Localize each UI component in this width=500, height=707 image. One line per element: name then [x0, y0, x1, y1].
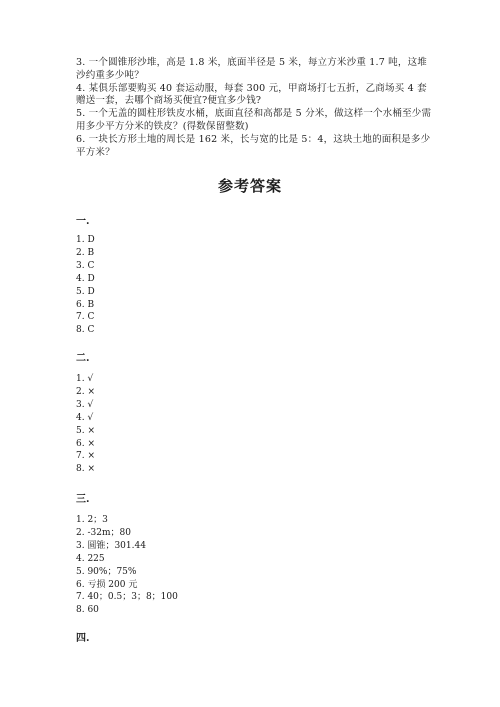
answer-item: 7. ×: [76, 451, 95, 462]
answer-item: 4. D: [76, 273, 95, 284]
problem-3: 3. 一个圆锥形沙堆，高是 1.8 米，底面半径是 5 米，每立方米沙重 1.7 吨，这堆沙约重多少吨？: [76, 57, 427, 81]
answer-item: 6. B: [76, 299, 95, 310]
problem-5: 5. 一个无盖的圆柱形铁皮水桶，底面直径和高都是 5 分米，做这样一个水桶至少需用多少平方分米的铁皮？(得数保留整数): [76, 108, 432, 132]
answer-item: 5. 90%；75%: [76, 566, 137, 577]
answer-key-title: 参考答案: [217, 177, 282, 195]
answer-item: 2. ×: [76, 386, 95, 397]
answer-item: 8. ×: [76, 464, 95, 475]
answer-item: 4. 225: [76, 553, 105, 564]
problem-6: 6. 一块长方形土地的周长是 162 米，长与宽的比是 5：4，这块土地的面积是多少平方米？: [76, 133, 431, 158]
answer-item: 7. 40；0.5；3；8；100: [76, 592, 178, 603]
section-heading-4: 四.: [76, 633, 90, 644]
answer-item: 8. 60: [76, 605, 99, 616]
answer-list-1: [76, 234, 95, 337]
answer-list-2: [76, 373, 95, 476]
answer-item: 1. D: [76, 235, 95, 245]
answer-item: 3. C: [76, 260, 95, 271]
answer-item: 5. ×: [76, 425, 95, 436]
answer-item: 6. ×: [76, 438, 95, 449]
section-heading-3: 三.: [76, 494, 90, 505]
answer-item: 7. C: [76, 312, 95, 323]
answer-item: 6. 亏损 200 元: [76, 579, 138, 590]
answer-item: 3. 圆锥；301.44: [76, 540, 146, 551]
answer-item: 1. √: [76, 374, 94, 384]
answer-item: 2. B: [76, 247, 95, 258]
section-heading-2: 二.: [76, 353, 90, 364]
answer-item: 4. √: [76, 412, 94, 423]
problem-list: [76, 57, 432, 159]
section-heading-1: 一.: [76, 216, 90, 227]
answer-item: 2. -32m；80: [76, 527, 131, 538]
answer-item: 8. C: [76, 325, 95, 336]
answer-item: 5. D: [76, 286, 95, 297]
answer-item: 3. √: [76, 399, 94, 410]
answer-list-3: [76, 514, 178, 617]
problem-4: 4. 某俱乐部要购买 40 套运动服，每套 300 元，甲商场打七五折，乙商场买 4 套赠送一套，去哪个商场买便宜?便宜多少钱?: [76, 82, 427, 107]
answer-item: 1. 2；3: [76, 515, 108, 525]
